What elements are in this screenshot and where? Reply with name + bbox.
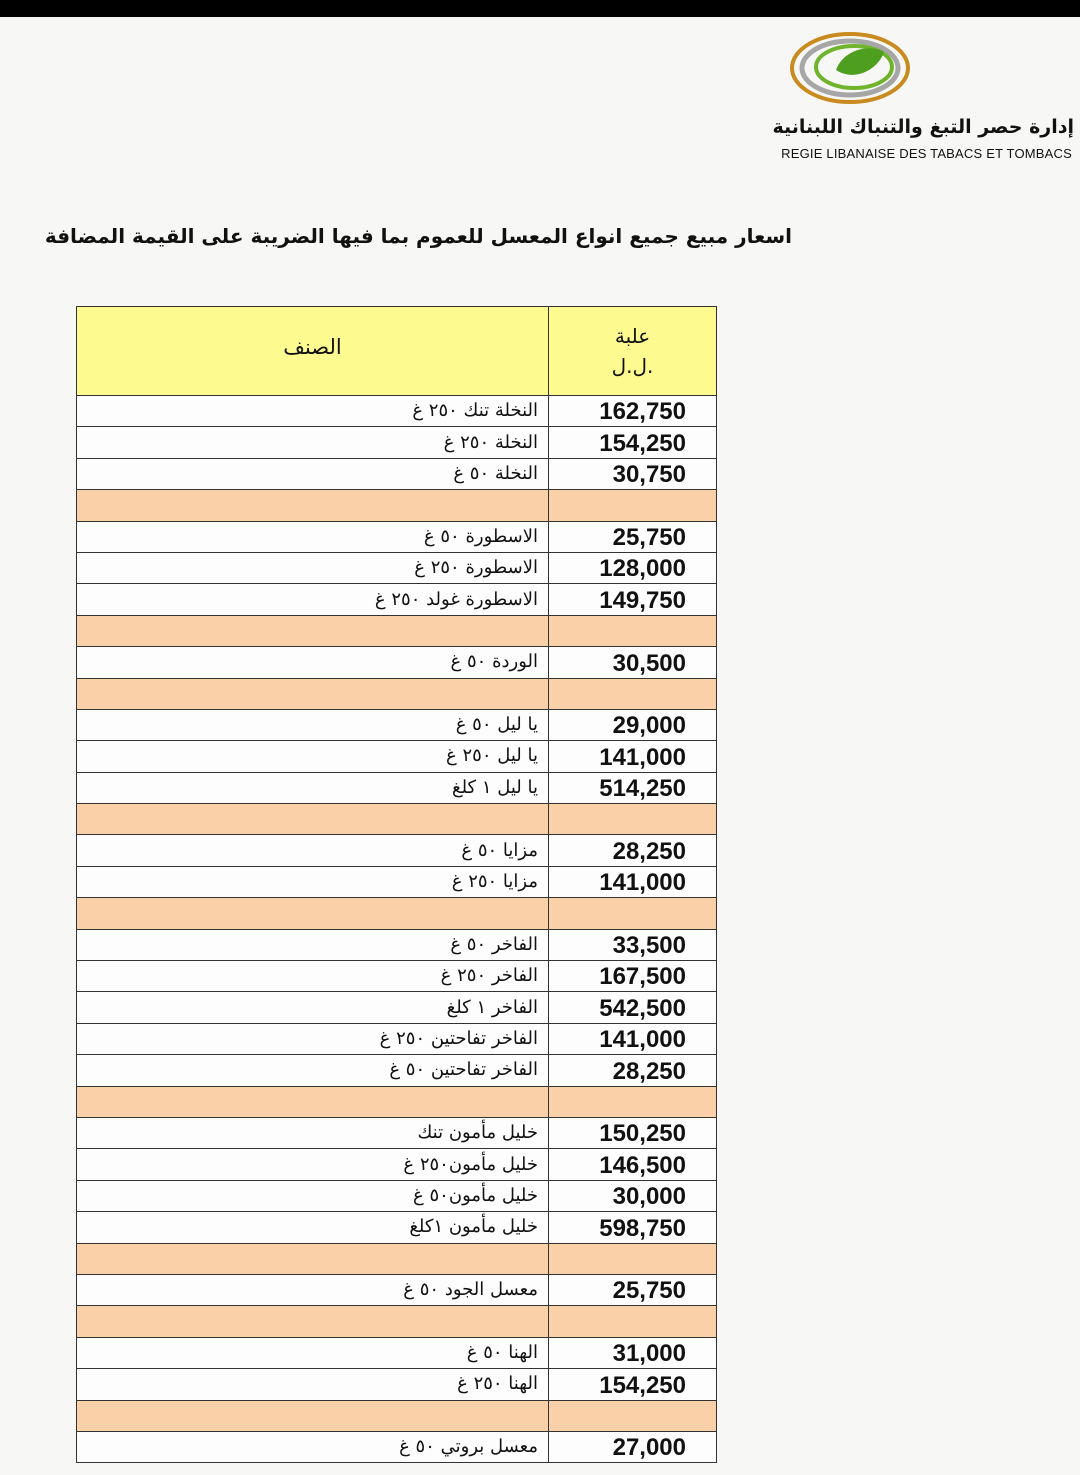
product-name: معسل الجود ٥٠ غ bbox=[77, 1274, 549, 1305]
table-row bbox=[77, 961, 717, 992]
product-name: الفاخر تفاحتين ٢٥٠ غ bbox=[77, 1023, 549, 1054]
table-row bbox=[77, 1431, 717, 1462]
separator-row bbox=[77, 1086, 717, 1117]
regie-logo bbox=[788, 30, 916, 110]
table-row bbox=[77, 1369, 717, 1400]
separator-row bbox=[77, 1400, 717, 1431]
product-name: خليل مأمون٢٥٠ غ bbox=[77, 1149, 549, 1180]
product-price: 146,500 bbox=[549, 1149, 717, 1180]
product-name: النخلة ٢٥٠ غ bbox=[77, 427, 549, 458]
table-row bbox=[77, 647, 717, 678]
product-price: 149,750 bbox=[549, 584, 717, 615]
price-table bbox=[76, 306, 716, 1463]
table-row bbox=[77, 1212, 717, 1243]
table-row bbox=[77, 427, 717, 458]
table-row bbox=[77, 1023, 717, 1054]
product-price: 150,250 bbox=[549, 1117, 717, 1148]
separator-row bbox=[77, 1243, 717, 1274]
separator-cell bbox=[77, 1086, 549, 1117]
product-price: 141,000 bbox=[549, 741, 717, 772]
table-row bbox=[77, 772, 717, 803]
product-name: النخلة تنك ٢٥٠ غ bbox=[77, 396, 549, 427]
separator-cell bbox=[77, 898, 549, 929]
table-row bbox=[77, 929, 717, 960]
product-name: يا ليل ١ كلغ bbox=[77, 772, 549, 803]
separator-cell bbox=[549, 490, 717, 521]
table-row bbox=[77, 1055, 717, 1086]
product-price: 598,750 bbox=[549, 1212, 717, 1243]
product-price: 542,500 bbox=[549, 992, 717, 1023]
product-price: 30,500 bbox=[549, 647, 717, 678]
separator-cell bbox=[77, 1243, 549, 1274]
product-name: مزايا ٥٠ غ bbox=[77, 835, 549, 866]
product-name: الفاخر تفاحتين ٥٠ غ bbox=[77, 1055, 549, 1086]
document-title: اسعار مبيع جميع انواع المعسل للعموم بما فيها الضريبة على القيمة المضافة bbox=[44, 224, 792, 248]
table-row bbox=[77, 1117, 717, 1148]
table-row bbox=[77, 866, 717, 897]
product-name: خليل مأمون٥٠ غ bbox=[77, 1180, 549, 1211]
product-name: النخلة ٥٠ غ bbox=[77, 458, 549, 489]
product-name: خليل مأمون تنك bbox=[77, 1117, 549, 1148]
separator-cell bbox=[549, 898, 717, 929]
product-name: خليل مأمون ١كلغ bbox=[77, 1212, 549, 1243]
separator-cell bbox=[77, 678, 549, 709]
product-price: 167,500 bbox=[549, 961, 717, 992]
separator-cell bbox=[77, 804, 549, 835]
product-price: 162,750 bbox=[549, 396, 717, 427]
product-price: 154,250 bbox=[549, 1369, 717, 1400]
product-price: 141,000 bbox=[549, 1023, 717, 1054]
product-price: 27,000 bbox=[549, 1431, 717, 1462]
separator-cell bbox=[549, 1243, 717, 1274]
separator-cell bbox=[549, 615, 717, 646]
separator-row bbox=[77, 898, 717, 929]
separator-row bbox=[77, 1306, 717, 1337]
separator-cell bbox=[549, 804, 717, 835]
product-price: 28,250 bbox=[549, 1055, 717, 1086]
table-row bbox=[77, 521, 717, 552]
product-name: الاسطورة ٥٠ غ bbox=[77, 521, 549, 552]
product-price: 25,750 bbox=[549, 1274, 717, 1305]
separator-row bbox=[77, 615, 717, 646]
product-price: 30,750 bbox=[549, 458, 717, 489]
product-name: الاسطورة غولد ٢٥٠ غ bbox=[77, 584, 549, 615]
table-row bbox=[77, 458, 717, 489]
product-name: الفاخر ١ كلغ bbox=[77, 992, 549, 1023]
product-price: 154,250 bbox=[549, 427, 717, 458]
table-row bbox=[77, 1274, 717, 1305]
separator-cell bbox=[77, 615, 549, 646]
table-row bbox=[77, 992, 717, 1023]
table-row bbox=[77, 1180, 717, 1211]
separator-cell bbox=[549, 1086, 717, 1117]
product-name: مزايا ٢٥٠ غ bbox=[77, 866, 549, 897]
product-name: الهنا ٢٥٠ غ bbox=[77, 1369, 549, 1400]
table-header-row bbox=[77, 307, 717, 396]
product-price: 128,000 bbox=[549, 552, 717, 583]
product-price: 25,750 bbox=[549, 521, 717, 552]
product-price: 141,000 bbox=[549, 866, 717, 897]
product-name: الهنا ٥٠ غ bbox=[77, 1337, 549, 1368]
table-body bbox=[77, 396, 717, 1463]
header-category: الصنف bbox=[77, 307, 549, 396]
product-price: 28,250 bbox=[549, 835, 717, 866]
product-name: يا ليل ٢٥٠ غ bbox=[77, 741, 549, 772]
table-row bbox=[77, 396, 717, 427]
product-price: 30,000 bbox=[549, 1180, 717, 1211]
separator-cell bbox=[77, 490, 549, 521]
header-price-unit: علبة bbox=[614, 324, 651, 348]
product-price: 29,000 bbox=[549, 709, 717, 740]
product-price: 31,000 bbox=[549, 1337, 717, 1368]
table-row bbox=[77, 835, 717, 866]
separator-cell bbox=[549, 1306, 717, 1337]
header-price-currency: ل.ل. bbox=[611, 354, 654, 378]
header-price bbox=[549, 307, 717, 396]
table-row bbox=[77, 584, 717, 615]
product-name: يا ليل ٥٠ غ bbox=[77, 709, 549, 740]
product-name: الوردة ٥٠ غ bbox=[77, 647, 549, 678]
product-price: 514,250 bbox=[549, 772, 717, 803]
product-name: الفاخر ٥٠ غ bbox=[77, 929, 549, 960]
org-name-arabic: إدارة حصر التبغ والتنباك اللبنانية bbox=[772, 116, 1074, 138]
product-name: الفاخر ٢٥٠ غ bbox=[77, 961, 549, 992]
table-row bbox=[77, 552, 717, 583]
separator-cell bbox=[549, 678, 717, 709]
product-name: الاسطورة ٢٥٠ غ bbox=[77, 552, 549, 583]
product-name: معسل بروتي ٥٠ غ bbox=[77, 1431, 549, 1462]
table-row bbox=[77, 741, 717, 772]
table-row bbox=[77, 1337, 717, 1368]
org-name-french: REGIE LIBANAISE DES TABACS ET TOMBACS bbox=[781, 146, 1072, 161]
separator-cell bbox=[77, 1306, 549, 1337]
separator-row bbox=[77, 678, 717, 709]
table-row bbox=[77, 1149, 717, 1180]
product-price: 33,500 bbox=[549, 929, 717, 960]
separator-cell bbox=[549, 1400, 717, 1431]
separator-row bbox=[77, 490, 717, 521]
separator-row bbox=[77, 804, 717, 835]
separator-cell bbox=[77, 1400, 549, 1431]
table-row bbox=[77, 709, 717, 740]
top-bar bbox=[0, 0, 1080, 17]
